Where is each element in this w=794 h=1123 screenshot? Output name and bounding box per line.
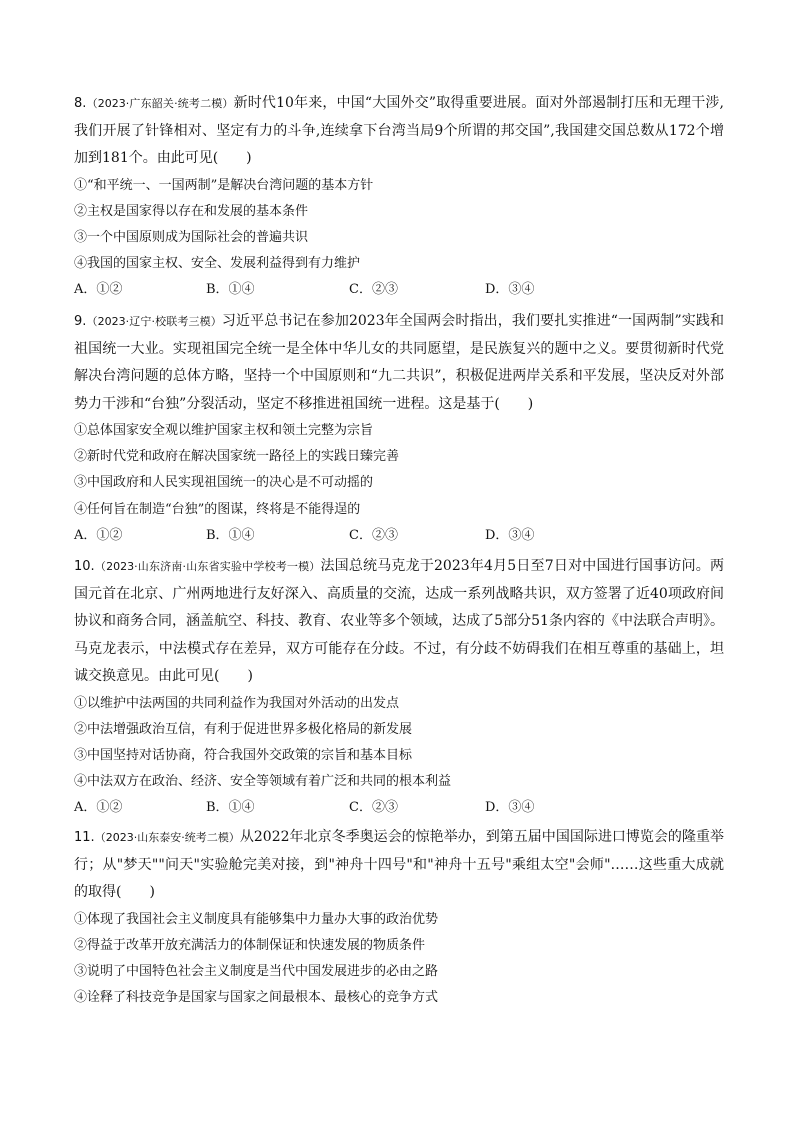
question-number: 11.	[74, 830, 95, 845]
question-source: （2023·山东济南·山东省实验中学校考一模）	[94, 560, 321, 573]
option-2: ②新时代党和政府在解决国家统一路径上的实践日臻完善	[74, 449, 400, 465]
choice-b[interactable]: B．①④	[206, 282, 255, 298]
question-stem	[74, 824, 724, 907]
question-stem	[74, 90, 724, 173]
question-text: 从2022年北京冬季奥运会的惊艳举办，到第五届中国国际进口博览会的隆重举行；从"梦天""问天"实验舱完美对接，到"神舟十四号"和"神舟十五号"乘组太空"会师"……这些重大成就的取得( )	[74, 829, 724, 900]
question-8	[74, 90, 724, 303]
choice-a[interactable]: A．①②	[74, 527, 123, 543]
question-stem	[74, 308, 724, 418]
option-2: ②得益于改革开放充满活力的体制保证和快速发展的物质条件	[74, 937, 426, 953]
question-stem	[74, 553, 724, 691]
option-4: ④我国的国家主权、安全、发展利益得到有力维护	[74, 256, 361, 272]
question-number: 8.	[74, 96, 87, 111]
choice-a[interactable]: A．①②	[74, 282, 123, 298]
question-number: 10.	[74, 559, 95, 574]
option-4: ④中法双方在政治、经济、安全等领域有着广泛和共同的根本利益	[74, 774, 452, 790]
option-4: ④诠释了科技竞争是国家与国家之间最根本、最核心的竞争方式	[74, 990, 439, 1006]
answer-choices	[74, 277, 724, 303]
option-3: ③中国坚持对话协商，符合我国外交政策的宗旨和基本目标	[74, 747, 413, 763]
option-3: ③一个中国原则成为国际社会的普遍共识	[74, 229, 309, 245]
option-1: ①以维护中法两国的共同利益作为我国对外活动的出发点	[74, 695, 400, 711]
option-1: ①“和平统一、一国两制”是解决台湾问题的基本方针	[74, 177, 374, 193]
question-source: （2023·辽宁·校联考三模）	[86, 315, 222, 328]
choice-d[interactable]: D．③④	[485, 282, 535, 298]
option-3: ③中国政府和人民实现祖国统一的决心是不可动摇的	[74, 475, 374, 491]
option-1: ①体现了我国社会主义制度具有能够集中力量办大事的政治优势	[74, 911, 439, 927]
option-2: ②中法增强政治互信，有利于促进世界多极化格局的新发展	[74, 721, 413, 737]
question-text: 新时代10年来，中国“大国外交”取得重要进展。面对外部遏制打压和无理干涉,我们开展了针锋相对、坚定有力的斗争,连续拿下台湾当局9个所谓的邦交国”,我国建交国总数从172个增加到181个。由此可见( )	[74, 95, 724, 166]
option-3: ③说明了中国特色社会主义制度是当代中国发展进步的必由之路	[74, 963, 439, 979]
choice-b[interactable]: B．①④	[206, 527, 255, 543]
choice-d[interactable]: D．③④	[485, 527, 535, 543]
option-1: ①总体国家安全观以维护国家主权和领土完整为宗旨	[74, 423, 374, 438]
choice-c[interactable]: C．②③	[349, 800, 398, 816]
question-source: （2023·广东韶关·统考二模）	[86, 97, 234, 110]
question-9	[74, 308, 724, 549]
option-2: ②主权是国家得以存在和发展的基本条件	[74, 203, 309, 219]
question-text: 习近平总书记在参加2023年全国两会时指出，我们要扎实推进“一国两制”实践和祖国统一大业。实现祖国完全统一是全体中华儿女的共同愿望，是民族复兴的题中之义。要贯彻新时代党解决台湾问题的总体方略，坚持一个中国原则和“九二共识”，积极促进两岸关系和平发展，坚决反对外部势力干涉和“台独”分裂活动，坚定不移推进祖国统一进程。这是基于( )	[74, 313, 724, 412]
choice-b[interactable]: B．①④	[206, 800, 255, 816]
choice-c[interactable]: C．②③	[349, 527, 398, 543]
choice-c[interactable]: C．②③	[349, 282, 398, 298]
answer-choices	[74, 795, 724, 821]
question-text: 法国总统马克龙于2023年4月5日至7日对中国进行国事访问。两国元首在北京、广州两地进行友好深入、高质量的交流，达成一系列战略共识，双方签署了近40项政府间协议和商务合同，涵盖航空、科技、教育、农业等多个领域，达成了5部分51条内容的《中法联合声明》。马克龙表示，中法模式存在差异，双方可能存在分歧。不过，有分歧不妨碍我们在相互尊重的基础上，坦诚交换意见。由此可见( )	[74, 558, 724, 684]
choice-a[interactable]: A．①②	[74, 800, 123, 816]
question-number: 9.	[74, 314, 87, 329]
question-source: （2023·山东泰安·统考二模）	[94, 831, 240, 844]
question-11	[74, 824, 724, 1011]
question-10	[74, 553, 724, 821]
answer-choices	[74, 523, 724, 549]
choice-d[interactable]: D．③④	[485, 800, 535, 816]
option-4: ④任何旨在制造“台独”的图谋，终将是不能得逞的	[74, 501, 361, 517]
